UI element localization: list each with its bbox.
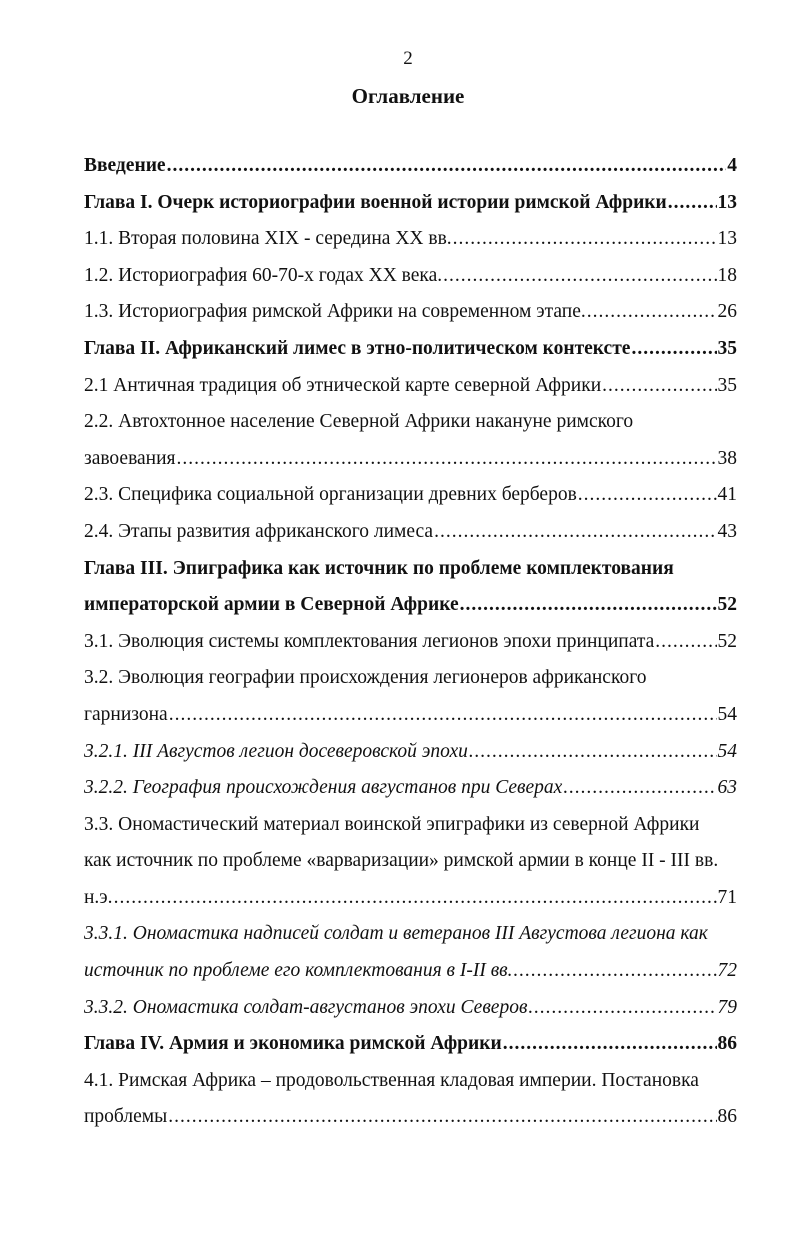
entry-page: 13 (717, 191, 737, 213)
toc-entry-3-2-1[interactable] (84, 734, 737, 771)
entry-text: императорской армии в Северной Африке (84, 594, 459, 616)
entry-page: 35 (717, 374, 737, 396)
entry-page: 86 (717, 1106, 737, 1128)
entry-text: 3.2.2. География происхождения августанов при Северах (84, 777, 563, 799)
toc-entry-1-1[interactable] (84, 221, 737, 258)
toc-title: Оглавление (351, 84, 465, 108)
dot-leader (460, 587, 717, 624)
dot-leader (514, 953, 717, 990)
toc-entry-2-2[interactable] (84, 404, 737, 477)
entry-text: Глава I. Очерк историографии военной истории римской Африки (84, 191, 667, 213)
entry-page: 41 (717, 484, 737, 506)
toc-entry-3-3[interactable] (84, 807, 737, 917)
toc-entry-chapter-3[interactable] (84, 551, 737, 624)
entry-page: 26 (717, 301, 737, 323)
entry-page: 63 (717, 777, 737, 799)
entry-text: 3.2.1. III Августов легион досеверовской эпохи (84, 740, 468, 762)
entry-page: 35 (717, 337, 737, 359)
entry-text: 1.3. Историография римской Африки на современном этапе. (84, 301, 586, 323)
toc-entry-2-3[interactable] (84, 477, 737, 514)
dot-leader (578, 477, 717, 514)
entry-text-line: как источник по проблеме «варваризации» римской армии в конце II - III вв. (84, 850, 719, 872)
entry-text: гарнизона (84, 703, 168, 725)
page-number: 2 (403, 48, 413, 69)
toc-entry-2-4[interactable] (84, 514, 737, 551)
entry-page: 52 (717, 594, 737, 616)
toc-entry-3-3-1[interactable] (84, 916, 737, 989)
entry-text: 1.2. Историография 60-70-х годах XX века. (84, 264, 443, 286)
entry-text: источник по проблеме его комплектования в I-II вв. (84, 960, 513, 982)
toc-entry-1-2[interactable] (84, 258, 737, 295)
entry-page: 79 (717, 996, 737, 1018)
entry-page: 43 (717, 520, 737, 542)
dot-leader (168, 1099, 716, 1136)
entry-text: Глава II. Африканский лимес в этно-политическом контексте (84, 337, 631, 359)
entry-text: Введение (84, 155, 166, 176)
dot-leader (114, 880, 717, 917)
toc-entry-1-3[interactable] (84, 294, 737, 331)
dot-leader (443, 258, 716, 295)
dot-leader (528, 990, 716, 1027)
toc-entry-introduction[interactable] (84, 148, 737, 185)
dot-leader (434, 514, 716, 551)
dot-leader (563, 770, 716, 807)
dot-leader (631, 331, 716, 368)
entry-text: 3.1. Эволюция системы комплектования легионов эпохи принципата (84, 630, 655, 652)
toc-entry-3-3-2[interactable] (84, 990, 737, 1027)
entry-page: 18 (717, 264, 737, 286)
toc-entry-2-1[interactable] (84, 368, 737, 405)
entry-text-line: 2.2. Автохтонное население Северной Африки накануне римского (84, 411, 634, 433)
toc-entry-3-1[interactable] (84, 624, 737, 661)
toc-entry-chapter-2[interactable] (84, 331, 737, 368)
entry-page: 54 (717, 740, 737, 762)
entry-text-line: Глава III. Эпиграфика как источник по проблеме комплектования (84, 557, 674, 579)
entry-text: проблемы (84, 1106, 168, 1128)
entry-text: завоевания (84, 447, 176, 469)
entry-text: 1.1. Вторая половина XIX - середина XX вв. (84, 228, 452, 250)
dot-leader (169, 697, 717, 734)
dot-leader (587, 294, 717, 331)
dot-leader (668, 185, 717, 222)
dot-leader (167, 148, 727, 185)
dot-leader (602, 368, 716, 405)
entry-text-line: 3.3.1. Ономастика надписей солдат и ветеранов III Августова легиона как (84, 923, 708, 945)
table-of-contents (84, 148, 737, 1136)
entry-page: 52 (717, 630, 737, 652)
entry-text: 2.3. Специфика социальной организации древних берберов (84, 484, 577, 506)
toc-entry-chapter-1[interactable] (84, 185, 737, 222)
dot-leader (655, 624, 716, 661)
entry-page: 72 (717, 960, 737, 982)
dot-leader (469, 734, 717, 771)
toc-entry-chapter-4[interactable] (84, 1026, 737, 1063)
entry-page: 38 (717, 447, 737, 469)
entry-page: 13 (717, 228, 737, 250)
entry-text: 2.1 Античная традиция об этнической карте северной Африки (84, 374, 602, 396)
entry-text: 3.3.2. Ономастика солдат-августанов эпохи Северов (84, 996, 528, 1018)
entry-text: Глава IV. Армия и экономика римской Африки (84, 1033, 502, 1055)
toc-entry-4-1[interactable] (84, 1063, 737, 1136)
toc-entry-3-2-2[interactable] (84, 770, 737, 807)
dot-leader (177, 441, 717, 478)
entry-page: 86 (717, 1033, 737, 1055)
entry-page: 71 (717, 886, 737, 908)
entry-text-line: 3.3. Ономастический материал воинской эпиграфики из северной Африки (84, 813, 700, 835)
entry-page: 54 (717, 703, 737, 725)
entry-text: н.э. (84, 886, 113, 908)
entry-text-line: 3.2. Эволюция географии происхождения легионеров африканского (84, 667, 647, 689)
entry-text-line: 4.1. Римская Африка – продовольственная кладовая империи. Постановка (84, 1069, 699, 1091)
dot-leader (503, 1026, 717, 1063)
entry-text: 2.4. Этапы развития африканского лимеса (84, 520, 434, 542)
dot-leader (453, 221, 717, 258)
entry-page: 4 (727, 155, 737, 176)
toc-entry-3-2[interactable] (84, 660, 737, 733)
